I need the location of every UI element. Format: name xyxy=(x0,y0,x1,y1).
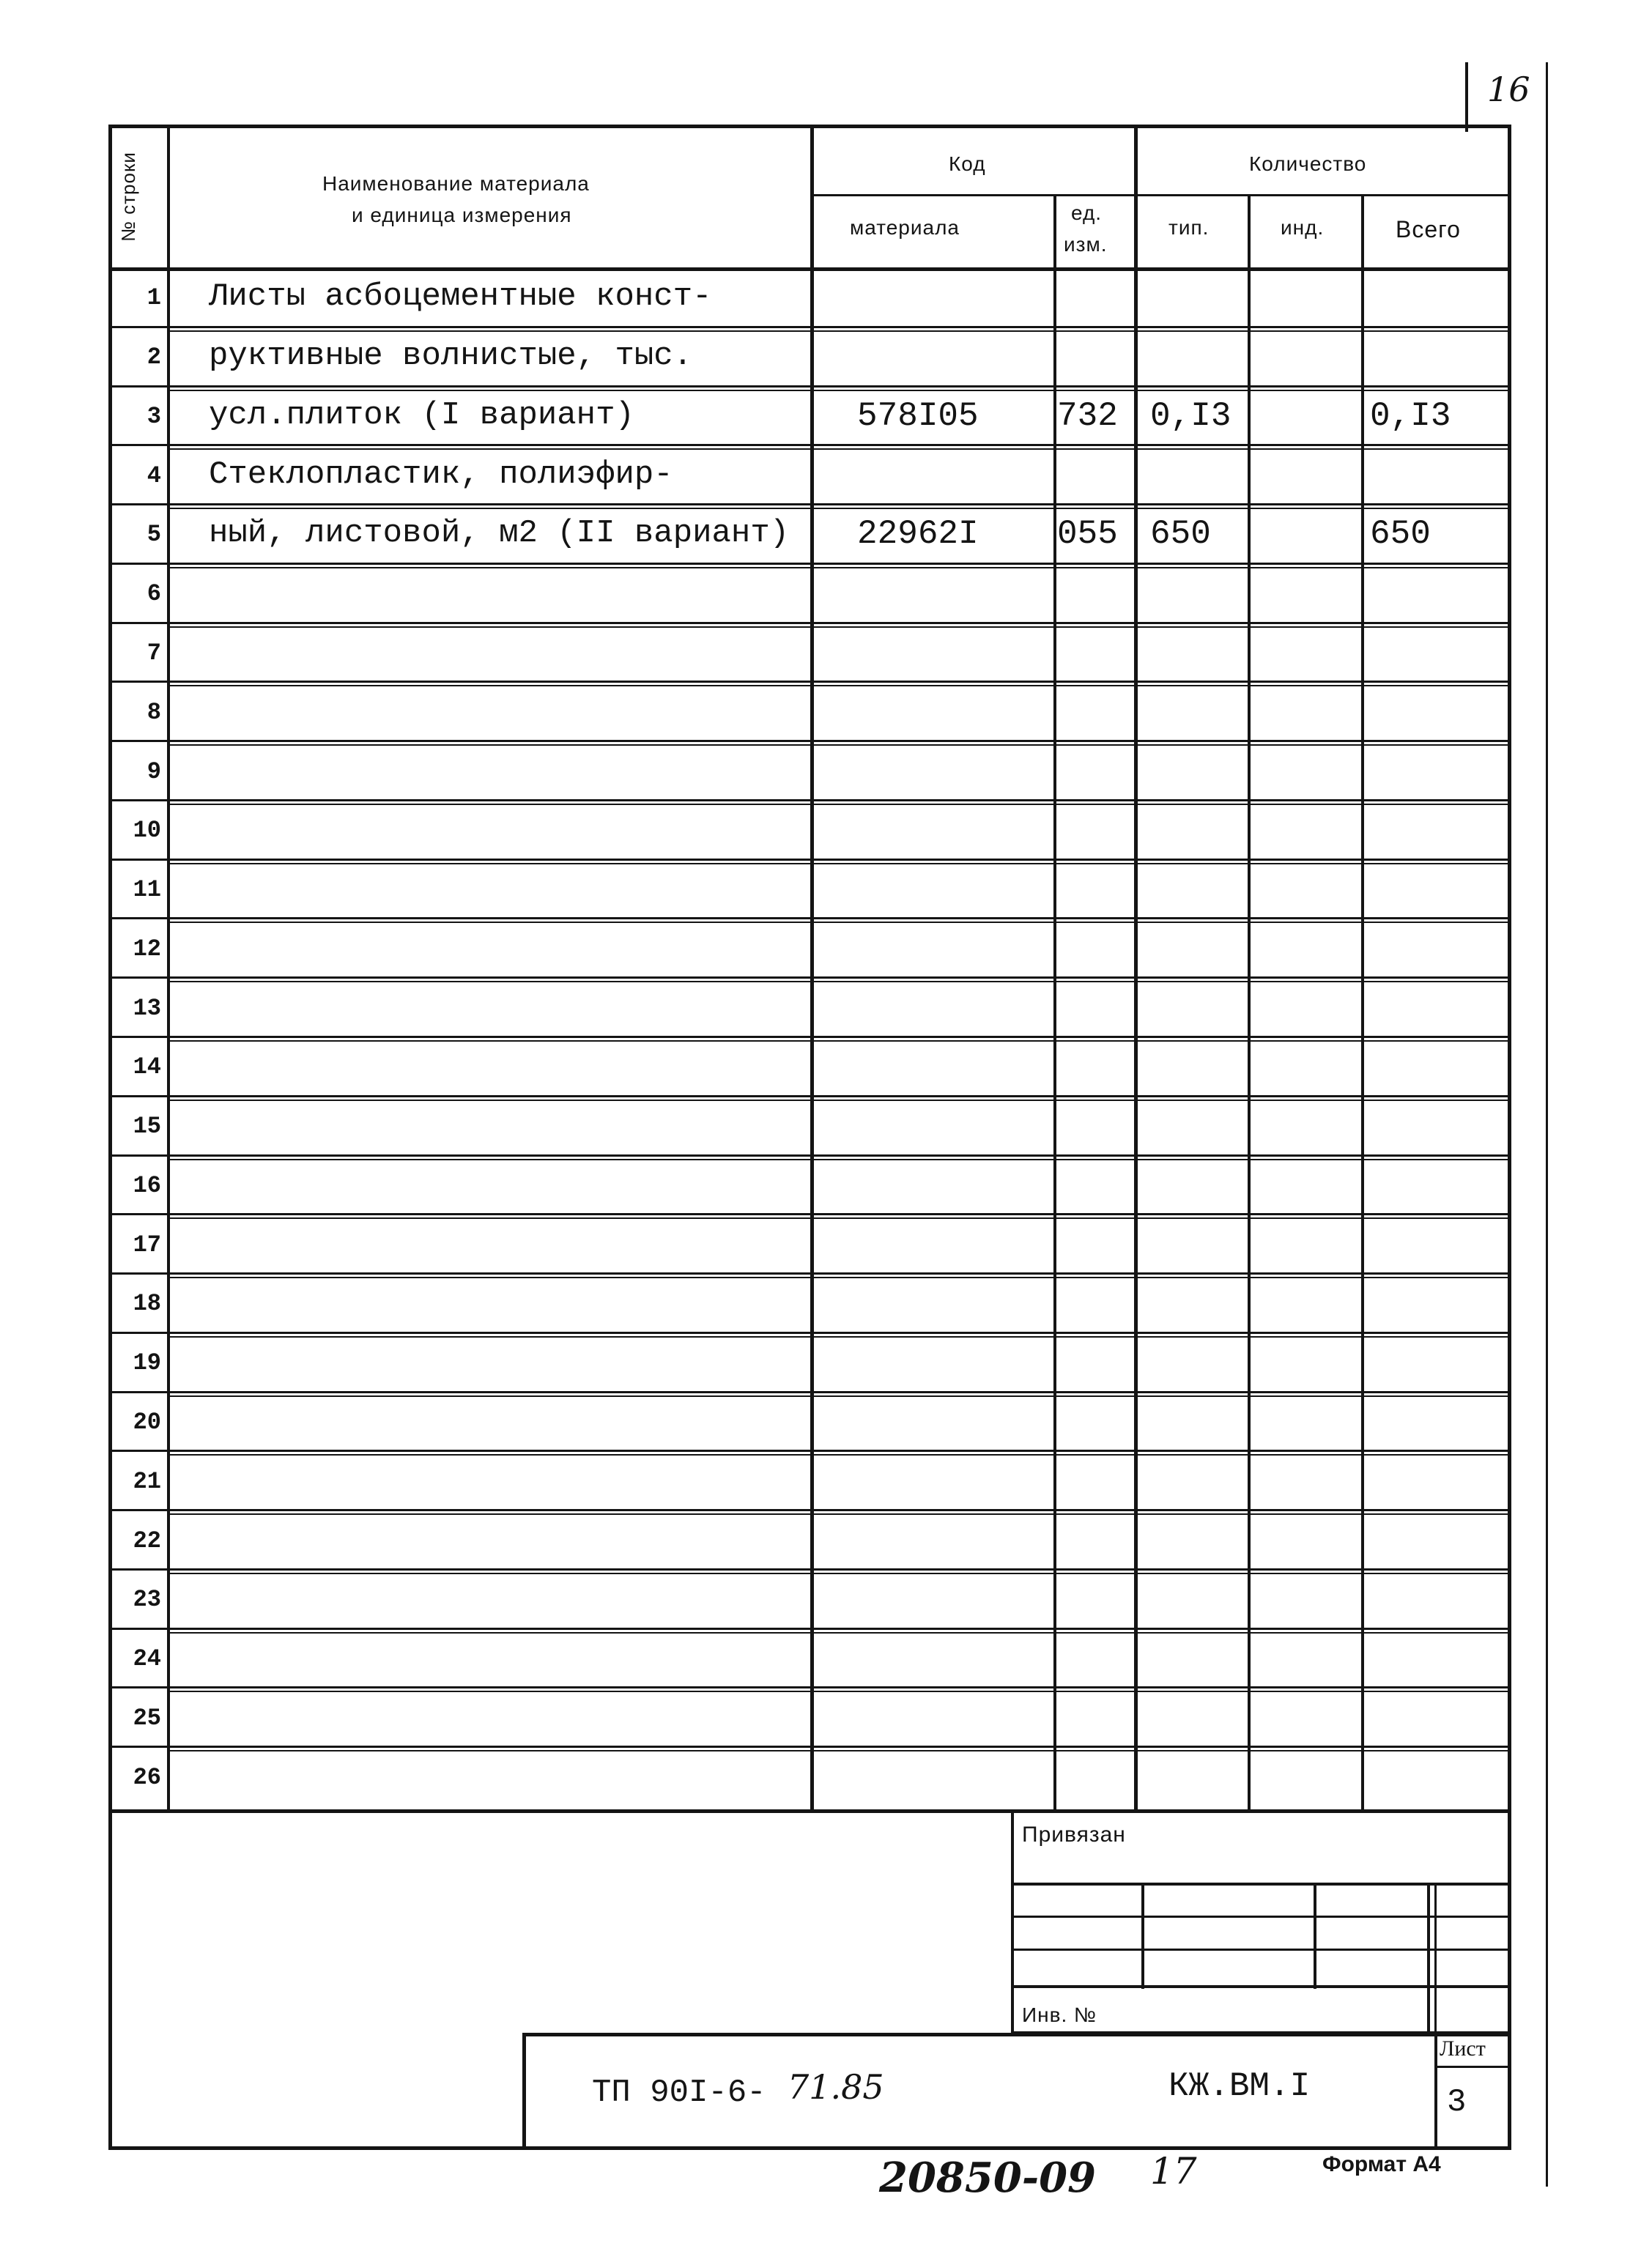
row-divider xyxy=(170,508,1511,509)
header-ind: инд. xyxy=(1281,216,1325,239)
cell-name: усл.плиток (I вариант) xyxy=(209,397,634,434)
doc-code-prefix: ТП 90I-6- xyxy=(592,2075,766,2111)
row-divider xyxy=(108,503,1511,505)
row-divider xyxy=(108,1391,1511,1393)
cell-unit: 055 xyxy=(1057,515,1118,553)
row-number: 23 xyxy=(133,1586,161,1613)
row-divider xyxy=(108,444,1511,446)
row-divider xyxy=(108,1686,1511,1688)
sheet-code: КЖ.ВМ.I xyxy=(1168,2067,1311,2105)
row-number: 18 xyxy=(133,1290,161,1317)
cell-total: 650 xyxy=(1370,515,1431,553)
row-divider xyxy=(170,330,1511,332)
row-number: 16 xyxy=(133,1172,161,1199)
header-material: материала xyxy=(850,216,960,239)
header-name-line2: и единица измерения xyxy=(352,204,572,226)
stamp-privyazan: Привязан xyxy=(1022,1823,1126,1847)
row-number: 11 xyxy=(133,876,161,903)
cell-unit: 732 xyxy=(1057,397,1118,435)
row-divider xyxy=(170,390,1511,391)
row-number: 24 xyxy=(133,1645,161,1672)
row-number: 3 xyxy=(147,403,161,430)
row-number: 25 xyxy=(133,1705,161,1732)
row-divider xyxy=(108,1332,1511,1334)
row-number: 17 xyxy=(133,1231,161,1258)
cell-tip: 650 xyxy=(1150,515,1211,553)
row-divider xyxy=(170,1513,1511,1515)
header-total: Всего xyxy=(1396,216,1461,242)
right-margin-rule xyxy=(1546,62,1548,2187)
row-divider xyxy=(108,799,1511,801)
row-divider xyxy=(170,567,1511,568)
row-divider xyxy=(170,1395,1511,1397)
row-divider xyxy=(170,922,1511,923)
row-number: 22 xyxy=(133,1527,161,1554)
row-divider xyxy=(108,859,1511,861)
row-divider xyxy=(108,917,1511,919)
cell-code: 578I05 xyxy=(857,397,979,435)
row-divider xyxy=(170,1573,1511,1574)
header-name-line1: Наименование материала xyxy=(322,172,590,195)
row-number: 2 xyxy=(147,344,161,371)
header-tip: тип. xyxy=(1168,216,1210,239)
row-divider xyxy=(170,448,1511,450)
row-number: 1 xyxy=(147,284,161,311)
page-number: 16 xyxy=(1487,70,1530,109)
row-divider xyxy=(170,1040,1511,1042)
cell-code: 22962I xyxy=(857,515,979,553)
format-label: Формат А4 xyxy=(1322,2152,1441,2176)
sheet-number: 3 xyxy=(1447,2084,1467,2121)
cell-name: руктивные волнистые, тыс. xyxy=(209,338,693,374)
row-divider xyxy=(170,1100,1511,1101)
cell-name: ный, листовой, м2 (II вариант) xyxy=(209,515,790,552)
row-divider xyxy=(170,1159,1511,1160)
row-number: 4 xyxy=(147,462,161,489)
row-divider xyxy=(108,1213,1511,1215)
row-divider xyxy=(108,385,1511,388)
row-divider xyxy=(170,1691,1511,1692)
cell-name: Стеклопластик, полиэфир- xyxy=(209,456,673,493)
row-number: 7 xyxy=(147,640,161,667)
row-divider xyxy=(170,1277,1511,1278)
sheet-label: Лист xyxy=(1440,2036,1486,2061)
row-number: 21 xyxy=(133,1468,161,1495)
row-number: 26 xyxy=(133,1764,161,1791)
row-number: 14 xyxy=(133,1053,161,1080)
header-quantity: Количество xyxy=(1249,152,1367,175)
cell-tip: 0,I3 xyxy=(1150,397,1231,435)
row-divider xyxy=(108,1272,1511,1275)
row-divider xyxy=(170,863,1511,864)
row-divider xyxy=(108,1154,1511,1157)
cell-total: 0,I3 xyxy=(1370,397,1451,435)
header-code: Код xyxy=(949,152,986,175)
header-unit-line2: изм. xyxy=(1064,233,1108,256)
archive-number: 20850-09 xyxy=(879,2154,1096,2202)
row-divider xyxy=(108,681,1511,683)
header-unit-line1: ед. xyxy=(1071,201,1103,224)
stamp-inv-no: Инв. № xyxy=(1022,2003,1097,2026)
row-divider xyxy=(170,744,1511,746)
row-divider xyxy=(170,685,1511,686)
row-divider xyxy=(108,1746,1511,1748)
row-divider xyxy=(170,1632,1511,1634)
footer-page-handwritten: 17 xyxy=(1150,2150,1197,2192)
row-divider xyxy=(108,1036,1511,1038)
row-divider xyxy=(170,1336,1511,1338)
row-divider xyxy=(108,326,1511,328)
row-divider xyxy=(108,1450,1511,1452)
cell-name: Листы асбоцементные конст- xyxy=(209,278,712,315)
row-divider xyxy=(170,1750,1511,1751)
row-number: 9 xyxy=(147,758,161,785)
row-divider xyxy=(170,804,1511,805)
row-number: 13 xyxy=(133,995,161,1022)
row-number: 20 xyxy=(133,1409,161,1436)
row-divider xyxy=(170,981,1511,982)
row-number: 8 xyxy=(147,699,161,726)
page-number-bracket xyxy=(1465,62,1468,132)
row-number: 19 xyxy=(133,1349,161,1376)
header-row-number: № строки xyxy=(117,152,139,242)
row-divider xyxy=(108,1628,1511,1630)
row-divider xyxy=(108,563,1511,565)
row-number: 6 xyxy=(147,580,161,607)
row-number: 10 xyxy=(133,817,161,844)
row-divider xyxy=(170,1217,1511,1219)
row-divider xyxy=(108,740,1511,742)
row-number: 12 xyxy=(133,935,161,963)
doc-code-handwritten: 71.85 xyxy=(788,2067,884,2107)
row-divider xyxy=(108,1568,1511,1571)
row-divider xyxy=(108,1509,1511,1511)
row-divider xyxy=(170,1454,1511,1456)
row-number: 15 xyxy=(133,1113,161,1140)
row-divider xyxy=(108,1095,1511,1097)
row-divider xyxy=(108,622,1511,624)
row-divider xyxy=(170,626,1511,628)
materials-table xyxy=(108,125,1511,1813)
row-number: 5 xyxy=(147,521,161,548)
row-divider xyxy=(108,976,1511,979)
